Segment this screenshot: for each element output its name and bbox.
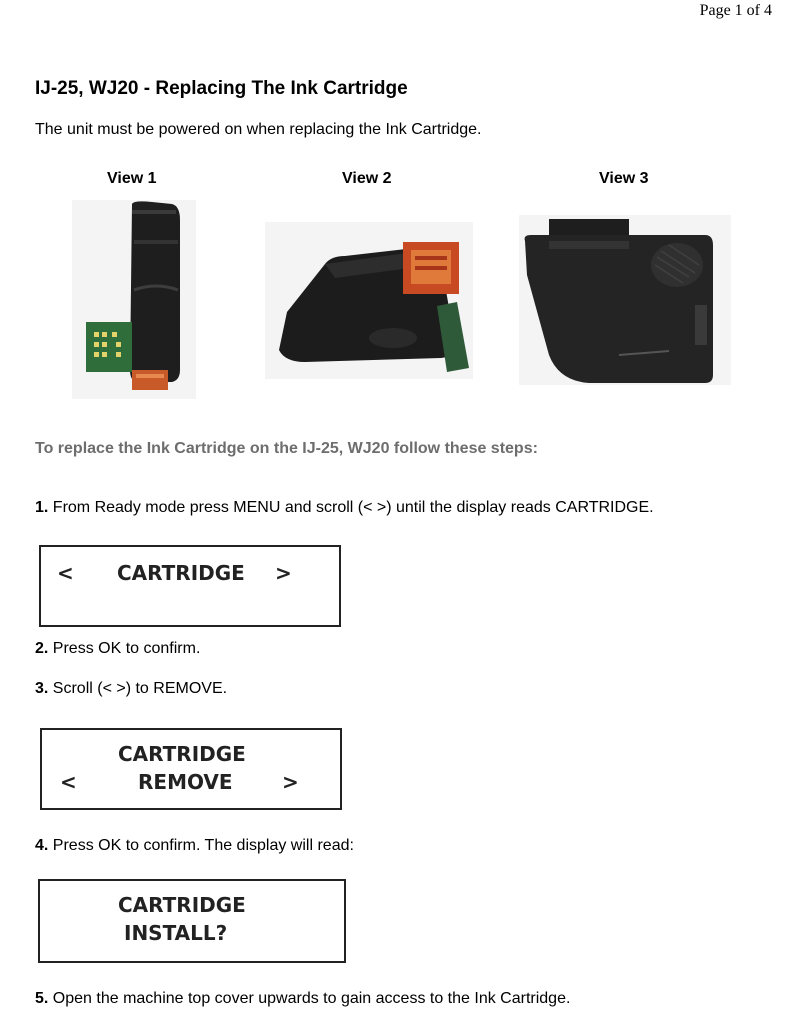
view-2-label: View 2 [342, 170, 392, 187]
view-1-label: View 1 [107, 170, 157, 187]
view-3-label: View 3 [599, 170, 649, 187]
lcd-left-arrow: < [57, 561, 74, 585]
lcd-right-arrow: > [282, 770, 299, 794]
lcd-line-text: CARTRIDGE [117, 561, 245, 585]
step-3-number: 3. [35, 680, 49, 697]
step-4-text: Press OK to confirm. The display will read: [48, 837, 354, 854]
page-title: IJ-25, WJ20 - Replacing The Ink Cartridge [35, 78, 408, 99]
step-5-number: 5. [35, 990, 49, 1007]
step-2-number: 2. [35, 640, 49, 657]
view-1-photo [72, 200, 196, 399]
view-2-photo [265, 222, 473, 379]
step-1-number: 1. [35, 499, 49, 516]
step-1 [35, 499, 654, 517]
lcd-line-1: CARTRIDGE [118, 742, 246, 766]
step-2-text: Press OK to confirm. [48, 640, 201, 657]
lcd-display-remove [40, 728, 342, 810]
page-number: Page 1 of 4 [699, 2, 772, 19]
lcd-right-arrow: > [275, 561, 292, 585]
lcd-display-install [38, 879, 346, 963]
lcd-line-2: REMOVE [138, 770, 233, 794]
step-3 [35, 680, 227, 698]
lcd-display-cartridge [39, 545, 341, 627]
intro-text: The unit must be powered on when replacing the Ink Cartridge. [35, 121, 482, 138]
step-1-text: From Ready mode press MENU and scroll (< >) until the display reads CARTRIDGE. [48, 499, 654, 516]
lcd-line-1: CARTRIDGE [118, 893, 246, 917]
step-4 [35, 837, 354, 855]
view-3-photo [519, 215, 731, 385]
instructions-subheading: To replace the Ink Cartridge on the IJ-25, WJ20 follow these steps: [35, 440, 538, 457]
step-2 [35, 640, 200, 658]
step-3-text: Scroll (< >) to REMOVE. [48, 680, 228, 697]
lcd-line-2: INSTALL? [124, 921, 228, 945]
lcd-left-arrow: < [60, 770, 77, 794]
step-4-number: 4. [35, 837, 49, 854]
step-5 [35, 990, 570, 1008]
step-5-text: Open the machine top cover upwards to gain access to the Ink Cartridge. [48, 990, 571, 1007]
